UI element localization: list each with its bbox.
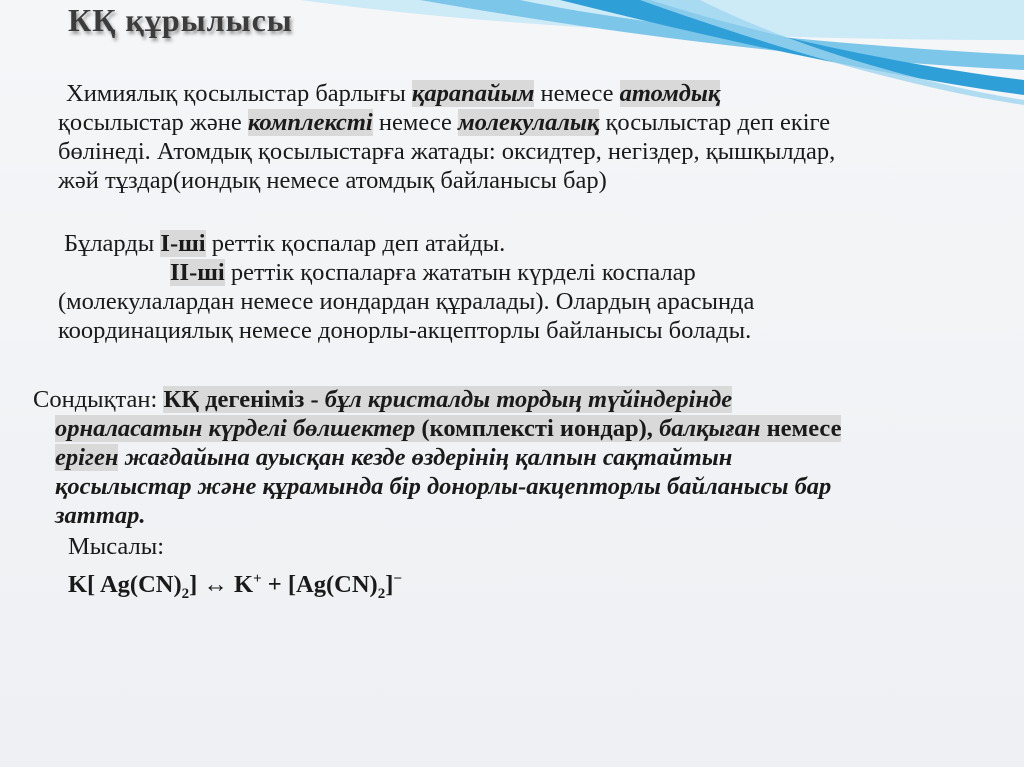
text-run: реттік қоспаларға жататын күрделі коспалар (224, 259, 696, 286)
formula-superscript: − (393, 571, 402, 587)
paragraph-second-order (58, 258, 978, 345)
paragraph-definition (33, 385, 993, 530)
text-run: қосылыстар және (58, 109, 248, 136)
text-run: координациялық немесе донорлы-акцепторлы байланысы болады. (58, 317, 752, 344)
text-run: немесе (372, 109, 458, 136)
highlight-term: комплексті (247, 109, 373, 136)
text-run: реттік қоспалар деп атайды. (205, 230, 506, 257)
highlight-term: атомдық (619, 80, 721, 107)
text-run: қосылыстар және құрамында бір донорлы-акцепторлы байланысы бар (55, 473, 832, 500)
text-run: Сондықтан: (33, 386, 164, 413)
text-run: (молекулалардан немесе иондардан құралады). Олардың арасында (58, 288, 755, 315)
formula-subscript: 2 (181, 586, 190, 603)
highlight-term: еріген (55, 444, 119, 471)
text-run: жәй тұздар(иондық немесе атомдық байланысы бар) (58, 167, 607, 194)
formula-subscript: 2 (377, 586, 386, 603)
paragraph-classification (58, 79, 978, 195)
highlight-term: орналасатын күрделі бөлшектер (55, 415, 416, 442)
formula-part: + [Ag(CN) (261, 571, 378, 599)
slide-title: КҚ құрылысы (68, 2, 293, 38)
paragraph-first-order (58, 229, 978, 258)
text-run: жағдайына ауысқан кезде өздерінің қалпын сақтайтын (118, 444, 733, 471)
text-run: заттар. (55, 502, 146, 529)
example-label: Мысалы: (68, 533, 165, 560)
highlight-term: КҚ дегеніміз - (163, 386, 325, 413)
highlight-term: балқыған (659, 415, 761, 442)
text-run: бөлінеді. Атомдық қосылыстарға жатады: оксидтер, негіздер, қышқылдар, (58, 138, 836, 165)
text-run: немесе (534, 80, 620, 107)
formula-part: ] ↔ K (189, 571, 254, 599)
highlight-term: немесе (760, 415, 842, 442)
highlight-term: ІІ-ші (170, 259, 225, 286)
highlight-term: (комплексті иондар), (415, 415, 660, 442)
formula-part: ] (385, 571, 394, 599)
text-run: Бұларды (64, 230, 161, 257)
definition-continuation (33, 414, 993, 530)
highlight-term: молекулалық (458, 109, 600, 136)
highlight-term: қарапайым (411, 80, 535, 107)
formula-superscript: + (253, 571, 262, 587)
formula-part: K[ Ag(CN) (68, 571, 182, 599)
formula (68, 565, 402, 609)
highlight-term: бұл кристалды тордың түйіндерінде (324, 386, 733, 413)
text-run: қосылыстар деп екіге (599, 109, 831, 136)
highlight-term: І-ші (160, 230, 206, 257)
text-run: Химиялық қосылыстар барлығы (66, 80, 412, 107)
